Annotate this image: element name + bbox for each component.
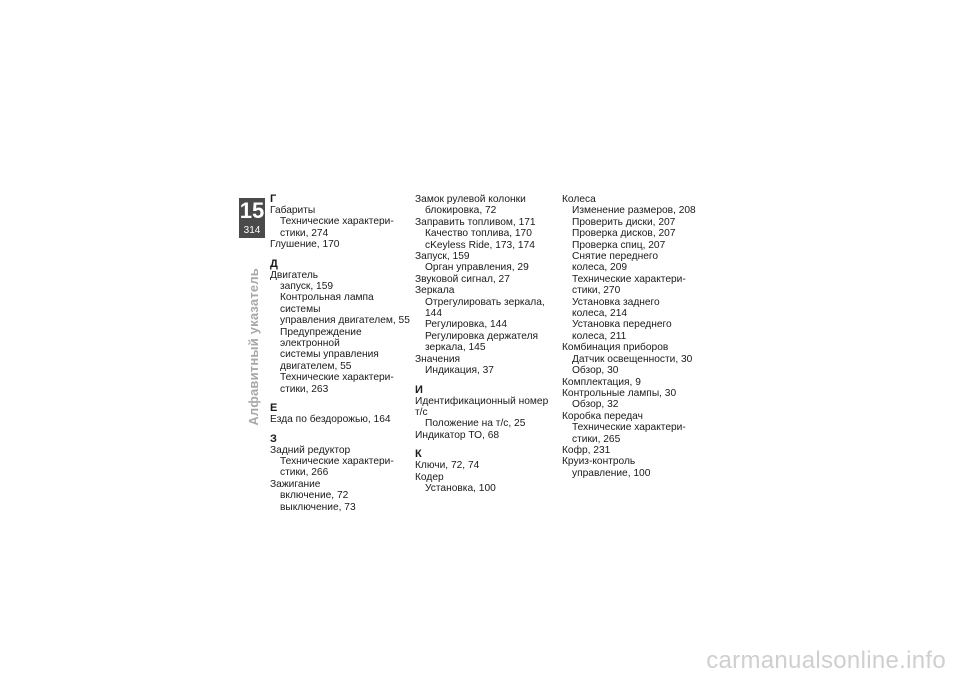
index-entry: Замок рулевой колонки [415,194,526,205]
index-subentry: Установка переднего [572,319,672,331]
index-entry: Задний редуктор [270,444,351,456]
index-subentry: блокировка, 72 [425,205,497,217]
index-subentry: Обзор, 30 [572,365,619,377]
index-subentry: стики, 274 [280,227,329,239]
index-subentry: Технические характери- [280,372,394,384]
index-subentry: Контрольная лампа системы [280,292,374,315]
index-entry: Значения [415,353,461,365]
index-column-2 [415,194,555,494]
chapter-tab [239,198,265,238]
index-subentry: стики, 265 [572,433,621,445]
index-letter-heading: Д [270,257,278,270]
index-entry: Кодер [415,471,444,483]
index-subentry: колеса, 214 [572,308,628,320]
index-subentry: Технические характери- [280,216,394,228]
index-entry: Двигатель [270,269,319,281]
index-entry: Идентификационный номер т/с [415,395,549,418]
index-entry: Круиз-контроль [562,456,636,468]
index-subentry: стики, 263 [280,383,329,395]
index-entry: Комбинация приборов [562,342,669,354]
index-subentry: Регулировка держателя [425,330,539,342]
index-subentry: Отрегулировать зеркала, 144 [425,296,545,320]
index-subentry: Технические характери- [572,273,686,285]
index-subentry: Орган управления, 29 [425,262,529,274]
index-subentry: колеса, 209 [572,262,628,274]
index-letter-heading: Е [270,402,278,415]
index-entry: Кофр, 231 [562,444,611,456]
index-entry: Глушение, 170 [270,239,340,251]
index-subentry: Установка, 100 [425,482,496,494]
index-entry: Контрольные лампы, 30 [562,387,677,399]
watermark: carmanualsonline.info [706,647,946,674]
index-subentry: стики, 266 [280,467,329,479]
index-subentry: Проверить диски, 207 [572,216,676,228]
index-entry: Колеса [562,194,596,205]
chapter-number: 15 [239,198,265,223]
index-subentry: Технические характери- [572,422,686,434]
index-subentry: cKeyless Ride, 173, 174 [425,239,535,251]
index-subentry: зеркала, 145 [425,342,486,354]
index-letter-heading: З [270,432,277,445]
index-entry: Комплектация, 9 [562,376,641,388]
index-entry: Запуск, 159 [415,251,470,263]
index-entry: Габариты [270,205,316,216]
index-subentry: Изменение размеров, 208 [572,205,696,217]
index-entry: Зеркала [415,285,455,297]
index-column-3 [562,194,702,479]
index-subentry: Проверка спиц, 207 [572,239,666,251]
index-subentry: Предупреждение электронной [280,326,362,350]
index-subentry: Проверка дисков, 207 [572,228,676,240]
index-letter-heading: И [415,383,423,396]
index-subentry: включение, 72 [280,490,349,502]
index-letter-heading: К [415,448,422,461]
index-subentry: управление, 100 [572,467,651,479]
index-subentry: Снятие переднего [572,251,659,263]
index-entry: Ключи, 72, 74 [415,460,480,472]
index-subentry: Индикация, 37 [425,365,494,377]
index-subentry: Датчик освещенности, 30 [572,353,693,365]
index-subentry: Технические характери- [280,455,394,467]
index-subentry: Установка заднего [572,296,660,308]
chapter-title: Алфавитный указатель [246,268,261,426]
index-subentry: Качество топлива, 170 [425,228,532,240]
index-subentry: двигателем, 55 [280,360,352,372]
index-entry: Звуковой сигнал, 27 [415,273,510,285]
index-subentry: системы управления [280,349,379,361]
index-subentry: выключение, 73 [280,501,356,513]
index-entry: Коробка передач [562,410,643,422]
index-entry: Заправить топливом, 171 [415,216,536,228]
index-subentry: колеса, 211 [572,330,627,342]
index-entry: Индикатор ТО, 68 [415,429,500,441]
index-subentry: управления двигателем, 55 [280,315,410,327]
index-subentry: Обзор, 32 [572,399,619,411]
page-number: 314 [243,225,261,236]
index-letter-heading: Г [270,193,277,205]
index-column-1 [270,194,410,513]
index-entry: Зажигание [270,478,321,490]
index-subentry: стики, 270 [572,285,621,297]
index-entry: Езда по бездорожью, 164 [270,414,391,426]
index-subentry: Положение на т/с, 25 [425,418,526,430]
index-subentry: запуск, 159 [280,281,334,293]
index-subentry: Регулировка, 144 [425,319,507,331]
